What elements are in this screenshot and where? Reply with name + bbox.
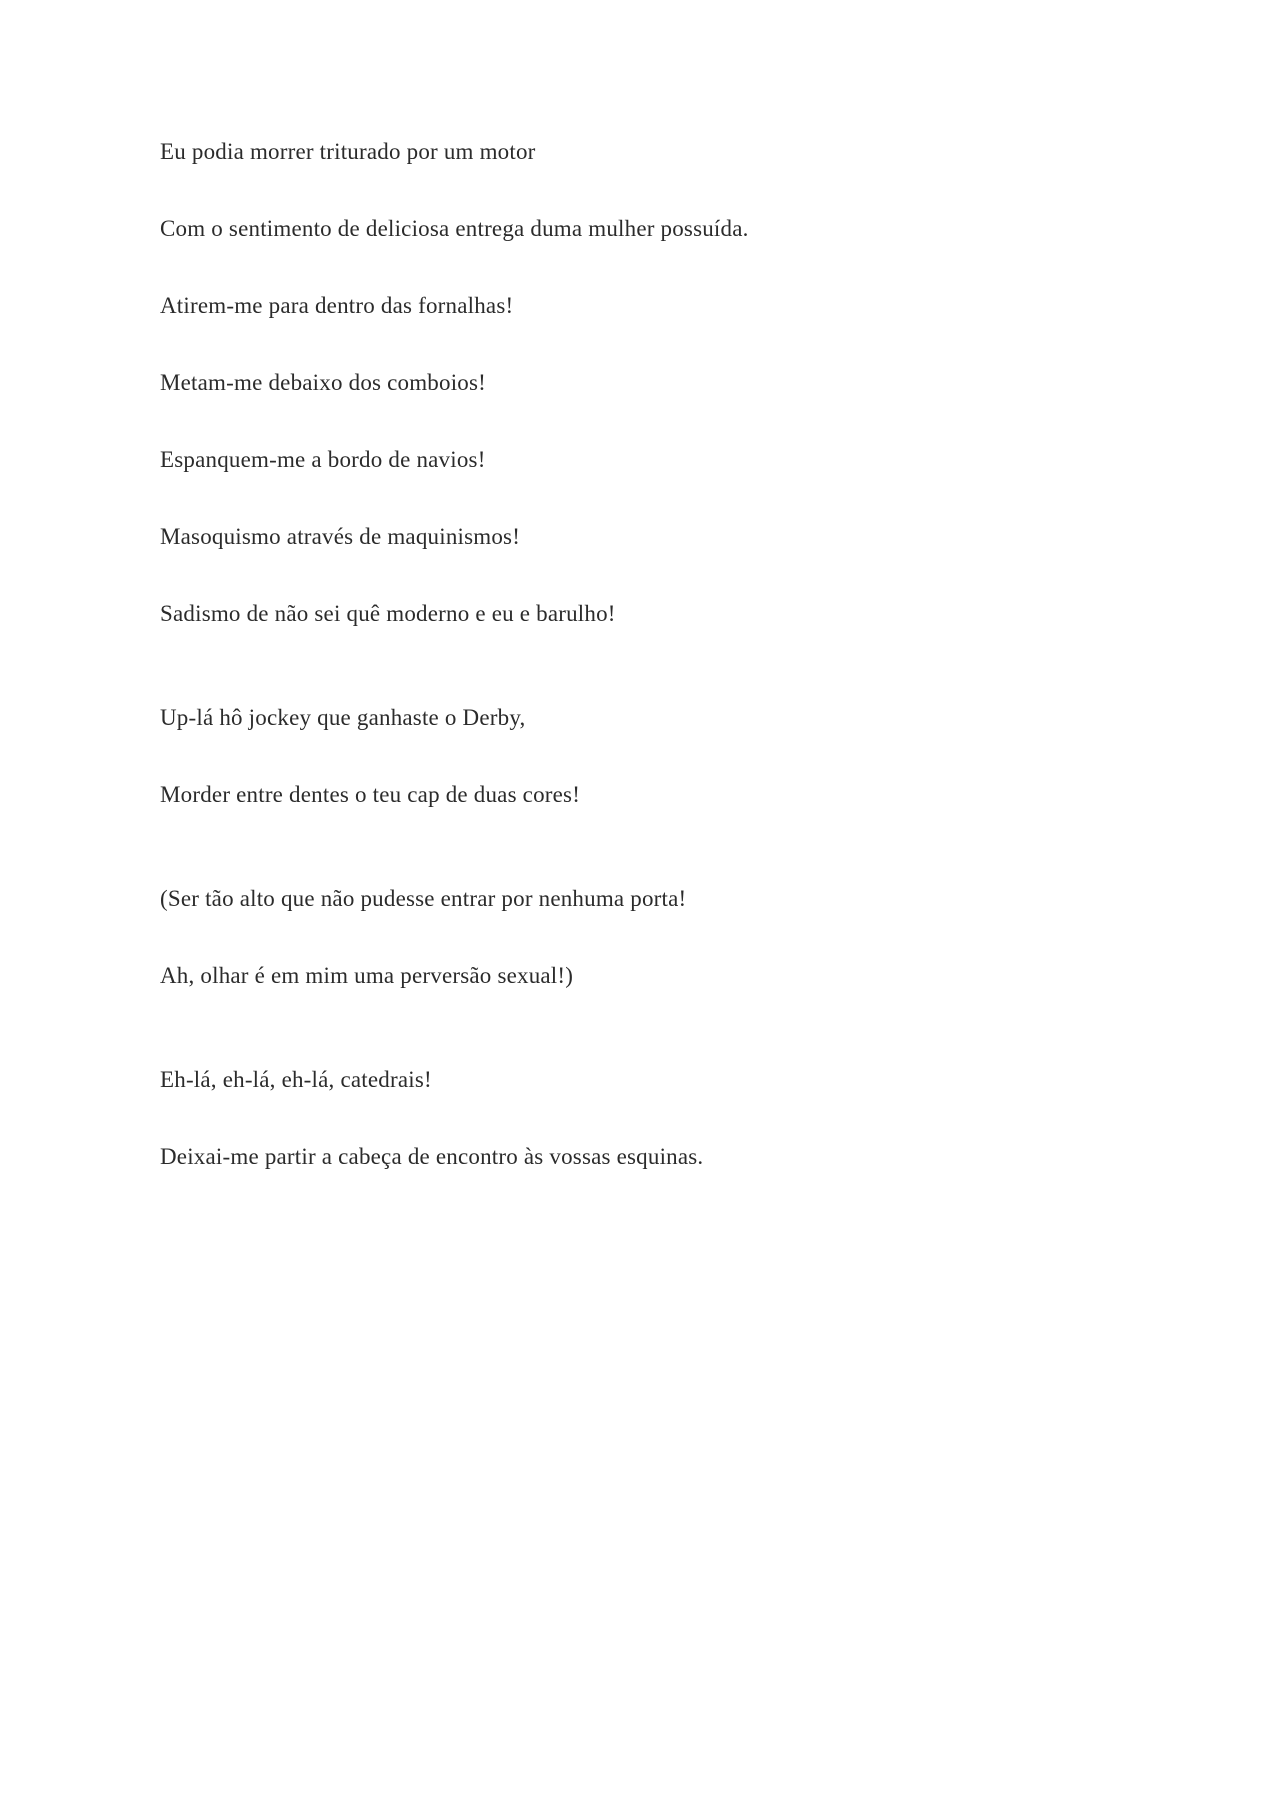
poem-line: Ah, olhar é em mim uma perversão sexual!)	[160, 963, 574, 988]
poem-line: Deixai-me partir a cabeça de encontro às vossas esquinas.	[160, 1144, 704, 1169]
stanza	[160, 1066, 1060, 1170]
stanza	[160, 138, 1060, 627]
poem-line: Eu podia morrer triturado por um motor	[160, 139, 536, 164]
poem-line: Masoquismo através de maquinismos!	[160, 524, 521, 549]
stanza	[160, 885, 1060, 989]
poem-line: Eh-lá, eh-lá, eh-lá, catedrais!	[160, 1067, 432, 1092]
poem-line: (Ser tão alto que não pudesse entrar por nenhuma porta!	[160, 886, 687, 911]
poem-line: Sadismo de não sei quê moderno e eu e barulho!	[160, 601, 616, 626]
poem-line: Metam-me debaixo dos comboios!	[160, 370, 487, 395]
poem-line: Com o sentimento de deliciosa entrega duma mulher possuída.	[160, 216, 749, 241]
poem-line: Morder entre dentes o teu cap de duas cores!	[160, 782, 581, 807]
poem-line: Espanquem-me a bordo de navios!	[160, 447, 486, 472]
poem	[160, 138, 1060, 1170]
poem-line: Up-lá hô jockey que ganhaste o Derby,	[160, 705, 526, 730]
stanza	[160, 704, 1060, 808]
poem-line: Atirem-me para dentro das fornalhas!	[160, 293, 514, 318]
